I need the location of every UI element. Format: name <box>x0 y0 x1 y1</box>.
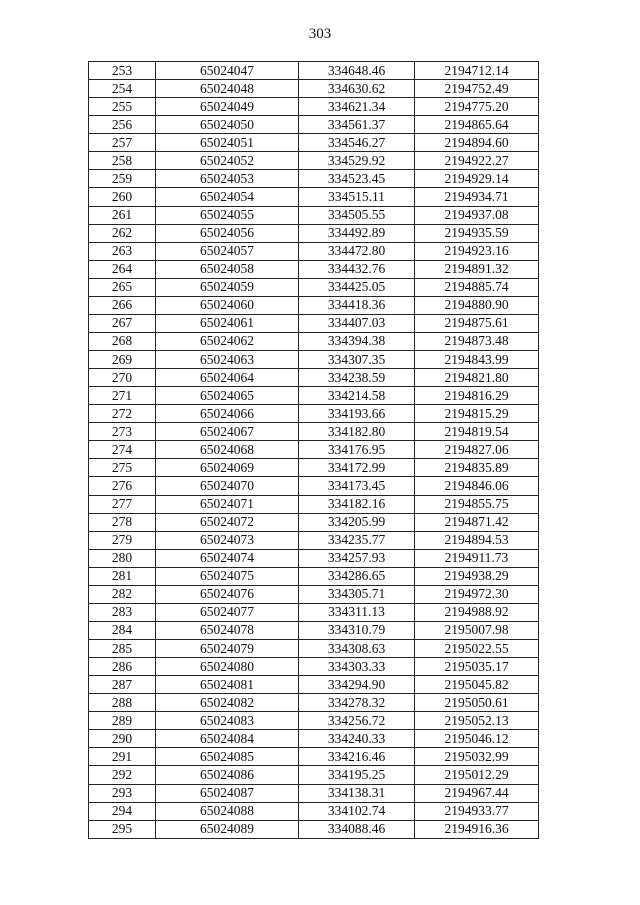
table-row <box>89 62 539 80</box>
y-coordinate-cell: 2194835.89 <box>415 459 539 477</box>
point-id-cell: 65024074 <box>156 549 299 567</box>
table-row <box>89 676 539 694</box>
table-row <box>89 766 539 784</box>
table-row <box>89 314 539 332</box>
y-coordinate-cell: 2194827.06 <box>415 441 539 459</box>
x-coordinate-cell: 334138.31 <box>299 784 415 802</box>
point-id-cell: 65024070 <box>156 477 299 495</box>
y-coordinate-cell: 2195035.17 <box>415 658 539 676</box>
table-row <box>89 98 539 116</box>
y-coordinate-cell: 2195007.98 <box>415 621 539 639</box>
x-coordinate-cell: 334240.33 <box>299 730 415 748</box>
x-coordinate-cell: 334505.55 <box>299 206 415 224</box>
x-coordinate-cell: 334205.99 <box>299 513 415 531</box>
y-coordinate-cell: 2195022.55 <box>415 640 539 658</box>
table-row <box>89 206 539 224</box>
y-coordinate-cell: 2194922.27 <box>415 152 539 170</box>
x-coordinate-cell: 334311.13 <box>299 603 415 621</box>
table-row <box>89 260 539 278</box>
x-coordinate-cell: 334492.89 <box>299 224 415 242</box>
x-coordinate-cell: 334394.38 <box>299 332 415 350</box>
x-coordinate-cell: 334182.80 <box>299 423 415 441</box>
table-row <box>89 170 539 188</box>
table-row <box>89 242 539 260</box>
x-coordinate-cell: 334195.25 <box>299 766 415 784</box>
point-id-cell: 65024055 <box>156 206 299 224</box>
x-coordinate-cell: 334193.66 <box>299 405 415 423</box>
point-id-cell: 65024085 <box>156 748 299 766</box>
y-coordinate-cell: 2194819.54 <box>415 423 539 441</box>
y-coordinate-cell: 2194821.80 <box>415 369 539 387</box>
point-id-cell: 65024060 <box>156 296 299 314</box>
x-coordinate-cell: 334176.95 <box>299 441 415 459</box>
row-index-cell: 268 <box>89 332 156 350</box>
row-index-cell: 283 <box>89 603 156 621</box>
table-row <box>89 80 539 98</box>
table-row <box>89 423 539 441</box>
point-id-cell: 65024051 <box>156 134 299 152</box>
row-index-cell: 291 <box>89 748 156 766</box>
row-index-cell: 278 <box>89 513 156 531</box>
x-coordinate-cell: 334303.33 <box>299 658 415 676</box>
y-coordinate-cell: 2195050.61 <box>415 694 539 712</box>
row-index-cell: 284 <box>89 621 156 639</box>
table-row <box>89 405 539 423</box>
point-id-cell: 65024081 <box>156 676 299 694</box>
y-coordinate-cell: 2194843.99 <box>415 351 539 369</box>
point-id-cell: 65024075 <box>156 567 299 585</box>
coordinates-table <box>88 61 539 839</box>
table-row <box>89 730 539 748</box>
row-index-cell: 271 <box>89 387 156 405</box>
row-index-cell: 272 <box>89 405 156 423</box>
point-id-cell: 65024087 <box>156 784 299 802</box>
y-coordinate-cell: 2194880.90 <box>415 296 539 314</box>
y-coordinate-cell: 2194894.53 <box>415 531 539 549</box>
y-coordinate-cell: 2194935.59 <box>415 224 539 242</box>
x-coordinate-cell: 334407.03 <box>299 314 415 332</box>
table-row <box>89 351 539 369</box>
x-coordinate-cell: 334173.45 <box>299 477 415 495</box>
table-row <box>89 369 539 387</box>
point-id-cell: 65024061 <box>156 314 299 332</box>
y-coordinate-cell: 2194873.48 <box>415 332 539 350</box>
table-row <box>89 585 539 603</box>
table-row <box>89 387 539 405</box>
table-row <box>89 531 539 549</box>
y-coordinate-cell: 2194875.61 <box>415 314 539 332</box>
x-coordinate-cell: 334621.34 <box>299 98 415 116</box>
table-row <box>89 459 539 477</box>
x-coordinate-cell: 334529.92 <box>299 152 415 170</box>
x-coordinate-cell: 334561.37 <box>299 116 415 134</box>
x-coordinate-cell: 334425.05 <box>299 278 415 296</box>
x-coordinate-cell: 334216.46 <box>299 748 415 766</box>
point-id-cell: 65024088 <box>156 802 299 820</box>
coordinates-table-body <box>89 62 539 839</box>
table-row <box>89 748 539 766</box>
table-row <box>89 188 539 206</box>
y-coordinate-cell: 2194871.42 <box>415 513 539 531</box>
row-index-cell: 276 <box>89 477 156 495</box>
y-coordinate-cell: 2194911.73 <box>415 549 539 567</box>
row-index-cell: 265 <box>89 278 156 296</box>
point-id-cell: 65024071 <box>156 495 299 513</box>
table-row <box>89 513 539 531</box>
x-coordinate-cell: 334235.77 <box>299 531 415 549</box>
y-coordinate-cell: 2194865.64 <box>415 116 539 134</box>
y-coordinate-cell: 2194916.36 <box>415 820 539 838</box>
table-row <box>89 477 539 495</box>
table-row <box>89 296 539 314</box>
y-coordinate-cell: 2194937.08 <box>415 206 539 224</box>
y-coordinate-cell: 2194938.29 <box>415 567 539 585</box>
y-coordinate-cell: 2194933.77 <box>415 802 539 820</box>
point-id-cell: 65024063 <box>156 351 299 369</box>
y-coordinate-cell: 2194972.30 <box>415 585 539 603</box>
row-index-cell: 288 <box>89 694 156 712</box>
row-index-cell: 293 <box>89 784 156 802</box>
point-id-cell: 65024066 <box>156 405 299 423</box>
row-index-cell: 266 <box>89 296 156 314</box>
y-coordinate-cell: 2195052.13 <box>415 712 539 730</box>
table-row <box>89 441 539 459</box>
x-coordinate-cell: 334418.36 <box>299 296 415 314</box>
row-index-cell: 254 <box>89 80 156 98</box>
table-row <box>89 603 539 621</box>
row-index-cell: 279 <box>89 531 156 549</box>
table-row <box>89 549 539 567</box>
table-row <box>89 658 539 676</box>
point-id-cell: 65024084 <box>156 730 299 748</box>
x-coordinate-cell: 334630.62 <box>299 80 415 98</box>
table-row <box>89 567 539 585</box>
point-id-cell: 65024076 <box>156 585 299 603</box>
row-index-cell: 292 <box>89 766 156 784</box>
row-index-cell: 262 <box>89 224 156 242</box>
y-coordinate-cell: 2194934.71 <box>415 188 539 206</box>
y-coordinate-cell: 2194894.60 <box>415 134 539 152</box>
point-id-cell: 65024078 <box>156 621 299 639</box>
point-id-cell: 65024083 <box>156 712 299 730</box>
x-coordinate-cell: 334305.71 <box>299 585 415 603</box>
table-row <box>89 802 539 820</box>
x-coordinate-cell: 334238.59 <box>299 369 415 387</box>
row-index-cell: 273 <box>89 423 156 441</box>
point-id-cell: 65024072 <box>156 513 299 531</box>
point-id-cell: 65024086 <box>156 766 299 784</box>
table-row <box>89 495 539 513</box>
table-row <box>89 116 539 134</box>
point-id-cell: 65024082 <box>156 694 299 712</box>
row-index-cell: 261 <box>89 206 156 224</box>
row-index-cell: 269 <box>89 351 156 369</box>
x-coordinate-cell: 334102.74 <box>299 802 415 820</box>
table-row <box>89 784 539 802</box>
row-index-cell: 280 <box>89 549 156 567</box>
row-index-cell: 274 <box>89 441 156 459</box>
row-index-cell: 260 <box>89 188 156 206</box>
point-id-cell: 65024069 <box>156 459 299 477</box>
y-coordinate-cell: 2194923.16 <box>415 242 539 260</box>
x-coordinate-cell: 334308.63 <box>299 640 415 658</box>
row-index-cell: 289 <box>89 712 156 730</box>
y-coordinate-cell: 2194846.06 <box>415 477 539 495</box>
point-id-cell: 65024048 <box>156 80 299 98</box>
point-id-cell: 65024052 <box>156 152 299 170</box>
row-index-cell: 275 <box>89 459 156 477</box>
point-id-cell: 65024053 <box>156 170 299 188</box>
x-coordinate-cell: 334546.27 <box>299 134 415 152</box>
row-index-cell: 290 <box>89 730 156 748</box>
y-coordinate-cell: 2195046.12 <box>415 730 539 748</box>
x-coordinate-cell: 334182.16 <box>299 495 415 513</box>
table-row <box>89 621 539 639</box>
row-index-cell: 258 <box>89 152 156 170</box>
x-coordinate-cell: 334515.11 <box>299 188 415 206</box>
y-coordinate-cell: 2194855.75 <box>415 495 539 513</box>
x-coordinate-cell: 334214.58 <box>299 387 415 405</box>
x-coordinate-cell: 334307.35 <box>299 351 415 369</box>
x-coordinate-cell: 334432.76 <box>299 260 415 278</box>
row-index-cell: 259 <box>89 170 156 188</box>
page-number: 303 <box>308 26 332 42</box>
point-id-cell: 65024077 <box>156 603 299 621</box>
point-id-cell: 65024064 <box>156 369 299 387</box>
table-row <box>89 640 539 658</box>
y-coordinate-cell: 2194967.44 <box>415 784 539 802</box>
x-coordinate-cell: 334523.45 <box>299 170 415 188</box>
point-id-cell: 65024059 <box>156 278 299 296</box>
row-index-cell: 270 <box>89 369 156 387</box>
point-id-cell: 65024089 <box>156 820 299 838</box>
point-id-cell: 65024050 <box>156 116 299 134</box>
x-coordinate-cell: 334294.90 <box>299 676 415 694</box>
y-coordinate-cell: 2194885.74 <box>415 278 539 296</box>
table-row <box>89 712 539 730</box>
point-id-cell: 65024079 <box>156 640 299 658</box>
point-id-cell: 65024065 <box>156 387 299 405</box>
point-id-cell: 65024062 <box>156 332 299 350</box>
y-coordinate-cell: 2194988.92 <box>415 603 539 621</box>
row-index-cell: 253 <box>89 62 156 80</box>
point-id-cell: 65024058 <box>156 260 299 278</box>
x-coordinate-cell: 334257.93 <box>299 549 415 567</box>
y-coordinate-cell: 2194891.32 <box>415 260 539 278</box>
x-coordinate-cell: 334310.79 <box>299 621 415 639</box>
point-id-cell: 65024054 <box>156 188 299 206</box>
row-index-cell: 267 <box>89 314 156 332</box>
table-row <box>89 820 539 838</box>
y-coordinate-cell: 2195045.82 <box>415 676 539 694</box>
x-coordinate-cell: 334648.46 <box>299 62 415 80</box>
row-index-cell: 286 <box>89 658 156 676</box>
row-index-cell: 257 <box>89 134 156 152</box>
y-coordinate-cell: 2195012.29 <box>415 766 539 784</box>
table-row <box>89 694 539 712</box>
y-coordinate-cell: 2194815.29 <box>415 405 539 423</box>
y-coordinate-cell: 2194775.20 <box>415 98 539 116</box>
row-index-cell: 255 <box>89 98 156 116</box>
x-coordinate-cell: 334286.65 <box>299 567 415 585</box>
row-index-cell: 294 <box>89 802 156 820</box>
y-coordinate-cell: 2195032.99 <box>415 748 539 766</box>
table-row <box>89 134 539 152</box>
row-index-cell: 287 <box>89 676 156 694</box>
point-id-cell: 65024080 <box>156 658 299 676</box>
row-index-cell: 281 <box>89 567 156 585</box>
y-coordinate-cell: 2194752.49 <box>415 80 539 98</box>
point-id-cell: 65024047 <box>156 62 299 80</box>
table-row <box>89 278 539 296</box>
point-id-cell: 65024057 <box>156 242 299 260</box>
x-coordinate-cell: 334472.80 <box>299 242 415 260</box>
row-index-cell: 277 <box>89 495 156 513</box>
x-coordinate-cell: 334256.72 <box>299 712 415 730</box>
point-id-cell: 65024073 <box>156 531 299 549</box>
x-coordinate-cell: 334172.99 <box>299 459 415 477</box>
row-index-cell: 295 <box>89 820 156 838</box>
table-row <box>89 224 539 242</box>
table-row <box>89 332 539 350</box>
table-row <box>89 152 539 170</box>
row-index-cell: 285 <box>89 640 156 658</box>
point-id-cell: 65024067 <box>156 423 299 441</box>
point-id-cell: 65024068 <box>156 441 299 459</box>
row-index-cell: 282 <box>89 585 156 603</box>
point-id-cell: 65024049 <box>156 98 299 116</box>
x-coordinate-cell: 334278.32 <box>299 694 415 712</box>
y-coordinate-cell: 2194816.29 <box>415 387 539 405</box>
x-coordinate-cell: 334088.46 <box>299 820 415 838</box>
point-id-cell: 65024056 <box>156 224 299 242</box>
row-index-cell: 256 <box>89 116 156 134</box>
row-index-cell: 263 <box>89 242 156 260</box>
row-index-cell: 264 <box>89 260 156 278</box>
y-coordinate-cell: 2194929.14 <box>415 170 539 188</box>
y-coordinate-cell: 2194712.14 <box>415 62 539 80</box>
